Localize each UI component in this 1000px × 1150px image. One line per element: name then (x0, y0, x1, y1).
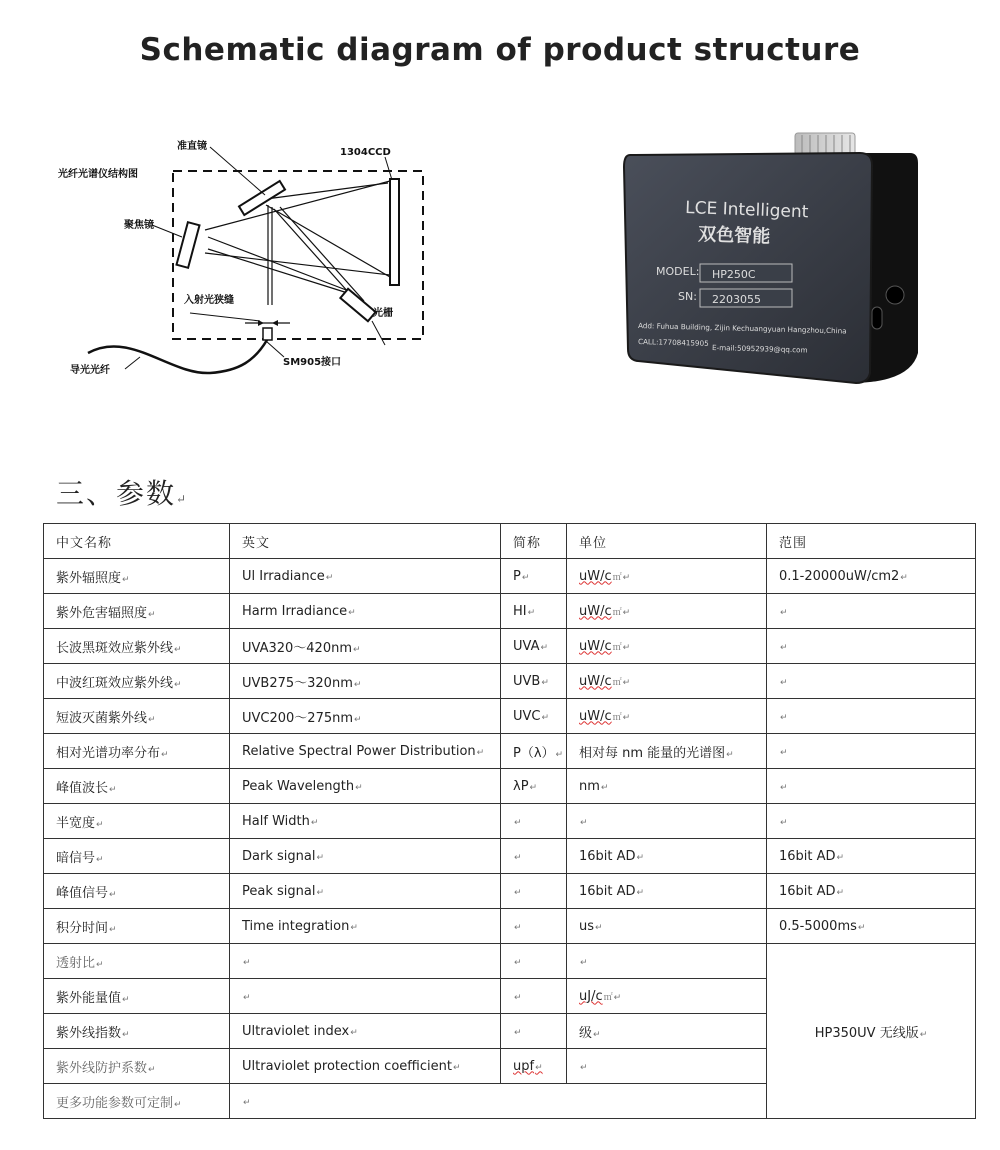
cell-unit: ↵ (567, 944, 767, 979)
cell-en-name: UVB275～320nm↵ (230, 664, 501, 699)
cell-cn-name: 紫外危害辐照度↵ (44, 594, 230, 629)
cell-en-name: Half Width↵ (230, 804, 501, 839)
cell-abbr: UVA↵ (501, 629, 567, 664)
cell-unit: uW/c㎡↵ (567, 594, 767, 629)
cell-abbr: ↵ (501, 804, 567, 839)
cell-cn-name: 短波灭菌紫外线↵ (44, 699, 230, 734)
cell-cn-name: 紫外能量值↵ (44, 979, 230, 1014)
cell-abbr: UVC↵ (501, 699, 567, 734)
page-title: Schematic diagram of product structure (139, 32, 861, 68)
cell-more-params: 更多功能参数可定制↵ (44, 1084, 230, 1119)
label-grating: 光栅 (373, 308, 393, 319)
cell-unit: uW/c㎡↵ (567, 629, 767, 664)
cell-en-name: Dark signal↵ (230, 839, 501, 874)
device-photo (610, 125, 940, 395)
cell-range: 范围 (767, 524, 976, 559)
cell-en-name: Ultraviolet index↵ (230, 1014, 501, 1049)
device-model-label: MODEL: (656, 265, 700, 278)
cell-cn-name: 透射比↵ (44, 944, 230, 979)
cell-unit: us↵ (567, 909, 767, 944)
device-call: CALL:17708415905 (637, 337, 709, 348)
label-ccd: 1304CCD (340, 147, 391, 158)
sm905-connector (263, 328, 272, 340)
device-model-value: HP250C (712, 268, 756, 281)
cell-cn-name: 中文名称 (44, 524, 230, 559)
cell-en-name: Relative Spectral Power Distribution↵ (230, 734, 501, 769)
cell-en-name: 英文 (230, 524, 501, 559)
cell-unit: 级↵ (567, 1014, 767, 1049)
cell-range: ↵ (767, 769, 976, 804)
cell-abbr: HI↵ (501, 594, 567, 629)
table-row (44, 594, 976, 629)
label-collimator: 准直镜 (177, 141, 207, 152)
cell-range: ↵ (767, 629, 976, 664)
device-brand: LCE Intelligent (684, 198, 809, 223)
cell-abbr: ↵ (501, 1014, 567, 1049)
cell-en-name: Time integration↵ (230, 909, 501, 944)
table-row (44, 944, 976, 979)
cell-abbr: UVB↵ (501, 664, 567, 699)
cell-abbr: ↵ (501, 874, 567, 909)
cell-cn-name: 紫外线防护系数↵ (44, 1049, 230, 1084)
cell-cn-name: 紫外辐照度↵ (44, 559, 230, 594)
cell-en-name: UVA320～420nm↵ (230, 629, 501, 664)
table-row (44, 909, 976, 944)
label-slit: 入射光狭缝 (184, 295, 234, 306)
table-row (44, 839, 976, 874)
cell-en-name: UVC200～275nm↵ (230, 699, 501, 734)
cell-merged-range: HP350UV 无线版↵ (767, 944, 976, 1119)
table-row (44, 804, 976, 839)
cell-en-name: ↵ (230, 1084, 767, 1119)
label-focusing: 聚焦镜 (124, 220, 154, 231)
cell-abbr: λP↵ (501, 769, 567, 804)
cell-cn-name: 半宽度↵ (44, 804, 230, 839)
cell-abbr: ↵ (501, 944, 567, 979)
cell-range: ↵ (767, 594, 976, 629)
cell-cn-name: 暗信号↵ (44, 839, 230, 874)
cell-abbr: upf↵ (501, 1049, 567, 1084)
cell-en-name: Peak Wavelength↵ (230, 769, 501, 804)
cell-abbr: P（λ）↵ (501, 734, 567, 769)
paragraph-mark: ↵ (176, 492, 187, 506)
cell-range: ↵ (767, 699, 976, 734)
cell-abbr: 简称 (501, 524, 567, 559)
cell-unit: uJ/c㎡↵ (567, 979, 767, 1014)
cell-range: ↵ (767, 664, 976, 699)
cell-en-name: Peak signal↵ (230, 874, 501, 909)
cell-cn-name: 相对光谱功率分布↵ (44, 734, 230, 769)
cell-unit: uW/c㎡↵ (567, 664, 767, 699)
device-brand-cn: 双色智能 (697, 224, 771, 248)
section-heading (56, 472, 186, 512)
cell-cn-name: 紫外线指数↵ (44, 1014, 230, 1049)
device-email: E-mail:50952939@qq.com (711, 343, 808, 355)
cell-abbr: P↵ (501, 559, 567, 594)
device-sn-value: 2203055 (712, 293, 761, 306)
focusing-mirror (177, 222, 200, 268)
label-fiber: 导光光纤 (70, 365, 110, 376)
cell-cn-name: 积分时间↵ (44, 909, 230, 944)
cell-unit: uW/c㎡↵ (567, 699, 767, 734)
cell-unit: ↵ (567, 804, 767, 839)
cell-unit: 16bit AD↵ (567, 874, 767, 909)
cell-range: ↵ (767, 734, 976, 769)
cell-en-name: Ul Irradiance↵ (230, 559, 501, 594)
cell-unit: nm↵ (567, 769, 767, 804)
table-header-row (44, 524, 976, 559)
cell-cn-name: 中波红斑效应紫外线↵ (44, 664, 230, 699)
parameter-table (43, 523, 976, 1119)
cell-unit: ↵ (567, 1049, 767, 1084)
cell-abbr: ↵ (501, 979, 567, 1014)
cell-abbr: ↵ (501, 839, 567, 874)
table-row (44, 559, 976, 594)
cell-cn-name: 长波黑斑效应紫外线↵ (44, 629, 230, 664)
device-sn-label: SN: (678, 290, 697, 303)
cell-range: 16bit AD↵ (767, 874, 976, 909)
device-address: Add: Fuhua Building, Zijin Kechuangyuan Hangzhou,China (637, 321, 847, 336)
table-row (44, 629, 976, 664)
table-row (44, 769, 976, 804)
section-heading-text: 三、参数 (56, 477, 177, 510)
cell-unit: 16bit AD↵ (567, 839, 767, 874)
label-connector: SM905接口 (283, 357, 342, 368)
cell-en-name: Ultraviolet protection coefficient↵ (230, 1049, 501, 1084)
cell-unit: 单位 (567, 524, 767, 559)
cell-range: 0.1-20000uW/cm2↵ (767, 559, 976, 594)
cell-cn-name: 峰值波长↵ (44, 769, 230, 804)
table-row (44, 874, 976, 909)
cell-range: ↵ (767, 804, 976, 839)
ccd-detector (390, 179, 399, 285)
light-guide-fiber (88, 340, 267, 373)
cell-range: 16bit AD↵ (767, 839, 976, 874)
table-row (44, 699, 976, 734)
cell-abbr: ↵ (501, 909, 567, 944)
cell-unit: uW/c㎡↵ (567, 559, 767, 594)
table-row (44, 664, 976, 699)
cell-en-name: Harm Irradiance↵ (230, 594, 501, 629)
cell-en-name: ↵ (230, 944, 501, 979)
spectrometer-structure-diagram (40, 125, 440, 410)
optical-ray-paths (205, 181, 390, 305)
cell-unit: 相对每 nm 能量的光谱图↵ (567, 734, 767, 769)
cell-cn-name: 峰值信号↵ (44, 874, 230, 909)
table-row (44, 734, 976, 769)
cell-en-name: ↵ (230, 979, 501, 1014)
cell-range: 0.5-5000ms↵ (767, 909, 976, 944)
label-structure: 光纤光谱仪结构图 (58, 169, 138, 180)
